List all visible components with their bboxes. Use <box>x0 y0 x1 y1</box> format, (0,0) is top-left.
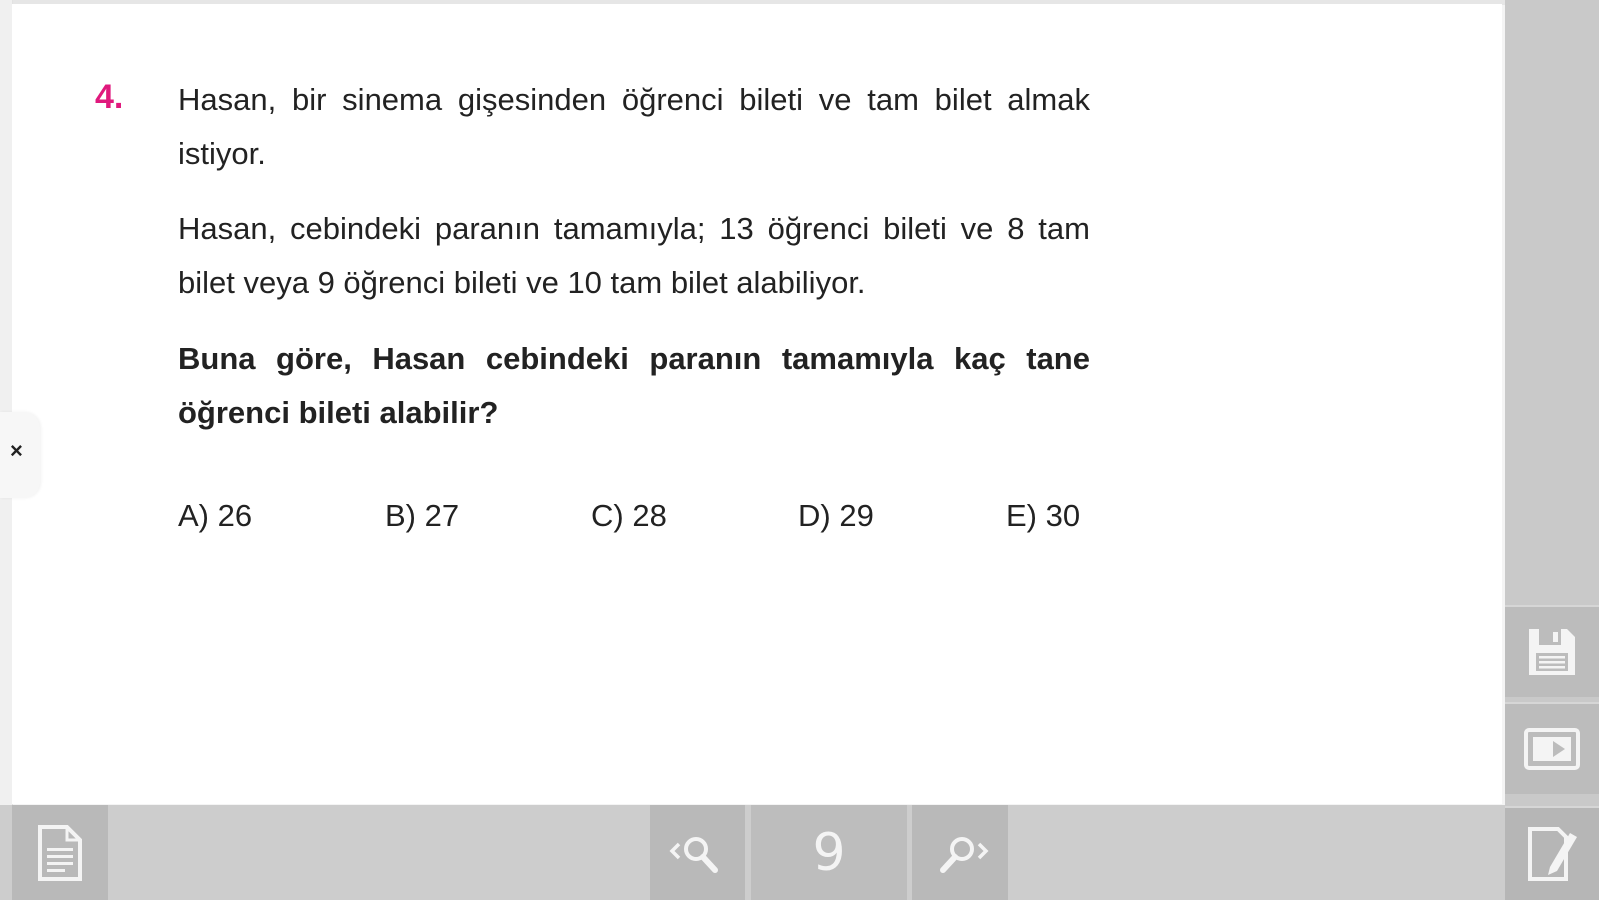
question-paragraph-2: Hasan, cebindeki paranın tamamıyla; 13 öğrenci bileti ve 8 tam bilet veya 9 öğrenci bileti ve 10 tam bilet alabiliyor. <box>178 211 1090 300</box>
zoom-next-icon <box>931 830 989 876</box>
option-b[interactable]: B) 27 <box>385 498 460 533</box>
screen-button[interactable] <box>1505 702 1599 794</box>
option-a[interactable]: A) 26 <box>178 498 253 533</box>
question-paragraph-1: Hasan, bir sinema gişesinden öğrenci bileti ve tam bilet almak istiyor. <box>178 82 1090 171</box>
document-button[interactable] <box>12 805 108 900</box>
question-number: 4. <box>95 78 124 116</box>
edit-note-icon <box>1524 825 1580 883</box>
zoom-previous-icon <box>669 830 727 876</box>
question-prompt: Buna göre, Hasan cebindeki paranın tamamıyla kaç tane öğrenci bileti alabilir? <box>178 341 1090 430</box>
option-e[interactable]: E) 30 <box>1006 498 1081 533</box>
next-page-button[interactable] <box>912 805 1008 900</box>
previous-page-button[interactable] <box>650 805 745 900</box>
save-icon <box>1525 625 1579 679</box>
save-button[interactable] <box>1505 605 1599 697</box>
edit-note-button[interactable] <box>1505 806 1599 900</box>
screen-icon <box>1523 727 1581 771</box>
close-icon[interactable]: × <box>10 438 23 463</box>
option-d[interactable]: D) 29 <box>798 498 874 533</box>
answer-options <box>178 498 1093 542</box>
page-indicator <box>751 805 907 900</box>
page-number: 9 <box>812 822 846 883</box>
document-icon <box>37 824 83 882</box>
option-c[interactable]: C) 28 <box>591 498 667 533</box>
